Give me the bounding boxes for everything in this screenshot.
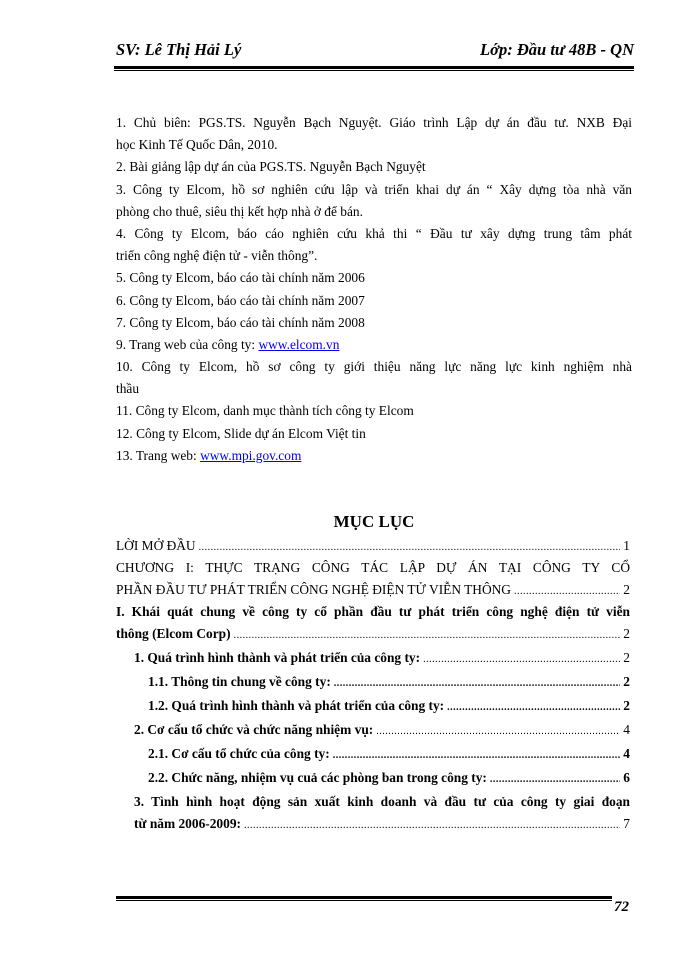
toc-entry-text: CHƯƠNG I: THỰC TRẠNG CÔNG TÁC LẬP DỰ ÁN TẠI CÔNG TY CỔ [116, 560, 630, 575]
reference-item-website [116, 334, 632, 356]
toc-entry[interactable] [116, 626, 630, 648]
reference-item: 12. Công ty Elcom, Slide dự án Elcom Việt tin [116, 425, 366, 441]
reference-item: 10. Công ty Elcom, hồ sơ công ty giới thiệu năng lực năng lực kinh nghiệm nhà [116, 359, 632, 375]
toc-leader [490, 774, 620, 785]
toc-entry-text: 3. Tình hình hoạt động sản xuất kinh doanh và đầu tư của công ty giai đoạn [134, 794, 630, 809]
footer-rule-thin [116, 900, 612, 901]
toc-entry-text: 2. Cơ cấu tổ chức và chức năng nhiệm vụ: [134, 722, 374, 737]
reference-item: 2. Bài giảng lập dự án của PGS.TS. Nguyễn Bạch Nguyệt [116, 159, 426, 175]
toc-leader [334, 678, 621, 689]
toc-leader [333, 750, 621, 761]
footer-rule [116, 896, 612, 899]
mpi-website-link[interactable]: www.mpi.gov.com [200, 447, 302, 463]
toc-entry[interactable] [134, 722, 630, 744]
toc-entry-page: 4 [623, 746, 630, 761]
toc-entry[interactable] [148, 746, 630, 768]
toc-entry-page: 6 [623, 770, 630, 785]
toc-entry[interactable] [148, 698, 630, 720]
toc-entry-page: 4 [623, 722, 630, 737]
toc-entry-page: 2 [623, 582, 630, 597]
toc-entry-text: thông (Elcom Corp) [116, 626, 231, 641]
toc-leader [244, 820, 620, 831]
reference-item: học Kinh Tế Quốc Dân, 2010. [116, 137, 278, 153]
toc-leader [234, 630, 621, 641]
toc-leader [199, 542, 621, 553]
reference-item: 5. Công ty Elcom, báo cáo tài chính năm 2006 [116, 270, 365, 286]
toc-entry[interactable] [134, 794, 630, 816]
reference-label: 9. Trang web của công ty: [116, 336, 259, 352]
toc-entry-text: 2.1. Cơ cấu tổ chức của công ty: [148, 746, 330, 761]
reference-item: 11. Công ty Elcom, danh mục thành tích công ty Elcom [116, 403, 414, 419]
header-rule-thin [114, 70, 634, 71]
toc-entry-page: 2 [623, 674, 630, 689]
toc-entry-page: 1 [623, 538, 630, 553]
toc-leader [423, 654, 620, 665]
toc-title: MỤC LỤC [333, 512, 415, 531]
toc-entry[interactable] [116, 538, 630, 560]
toc-entry-text: 1. Quá trình hình thành và phát triển của công ty: [134, 650, 421, 665]
toc-entry-page: 7 [623, 816, 630, 831]
header-rule [114, 66, 634, 69]
reference-item: thầu [116, 381, 140, 397]
reference-item: 4. Công ty Elcom, báo cáo nghiên cứu khả thi “ Đầu tư xây dựng trung tâm phát [116, 225, 632, 241]
reference-item: triển công nghệ điện tử - viễn thông”. [116, 248, 318, 264]
reference-list [116, 112, 632, 467]
header-class-name: Lớp: Đầu tư 48B - QN [480, 40, 634, 59]
page-number: 72 [614, 899, 629, 915]
page-header [116, 40, 634, 64]
toc-entry-page: 2 [623, 626, 630, 641]
toc-entry-text: 1.2. Quá trình hình thành và phát triển của công ty: [148, 698, 445, 713]
toc-entry-text: 1.1. Thông tin chung về công ty: [148, 674, 331, 689]
toc-entry[interactable] [116, 582, 630, 604]
reference-label: 13. Trang web: [116, 447, 201, 463]
toc-entry-text: LỜI MỞ ĐẦU [116, 538, 196, 553]
reference-item: phòng cho thuê, siêu thị kết hợp nhà ở để bán. [116, 203, 363, 219]
elcom-website-link[interactable]: www.elcom.vn [258, 336, 340, 352]
toc-entry-text: I. Khái quát chung về công ty cổ phần đầu tư phát triển công nghệ điện tử viễn [116, 604, 630, 619]
reference-item: 3. Công ty Elcom, hồ sơ nghiên cứu lập và triển khai dự án “ Xây dựng tòa nhà văn [116, 181, 632, 197]
toc-entry[interactable] [148, 674, 630, 696]
toc-entry[interactable] [116, 560, 630, 582]
reference-item: 1. Chủ biên: PGS.TS. Nguyễn Bạch Nguyệt. Giáo trình Lập dự án đầu tư. NXB Đại [116, 115, 632, 130]
toc-entry-page: 2 [623, 698, 630, 713]
toc-entry[interactable] [134, 650, 630, 672]
toc-entry-text: PHẦN ĐẦU TƯ PHÁT TRIỂN CÔNG NGHỆ ĐIỆN TỬ VIỄN THÔNG [116, 582, 511, 597]
reference-item: 7. Công ty Elcom, báo cáo tài chính năm 2008 [116, 314, 365, 330]
header-student-name: SV: Lê Thị Hải Lý [116, 40, 242, 59]
toc-entry-text: 2.2. Chức năng, nhiệm vụ cuả các phòng ban trong công ty: [148, 770, 487, 785]
toc-leader [447, 702, 620, 713]
toc-entry[interactable] [116, 604, 630, 626]
toc-entry-text: từ năm 2006-2009: [134, 816, 241, 831]
reference-item: 6. Công ty Elcom, báo cáo tài chính năm 2007 [116, 292, 365, 308]
toc-leader [376, 726, 620, 737]
toc-leader [514, 586, 620, 597]
reference-item-website [116, 445, 632, 467]
toc-entry[interactable] [134, 816, 630, 838]
toc-entry[interactable] [148, 770, 630, 792]
toc-entry-page: 2 [623, 650, 630, 665]
